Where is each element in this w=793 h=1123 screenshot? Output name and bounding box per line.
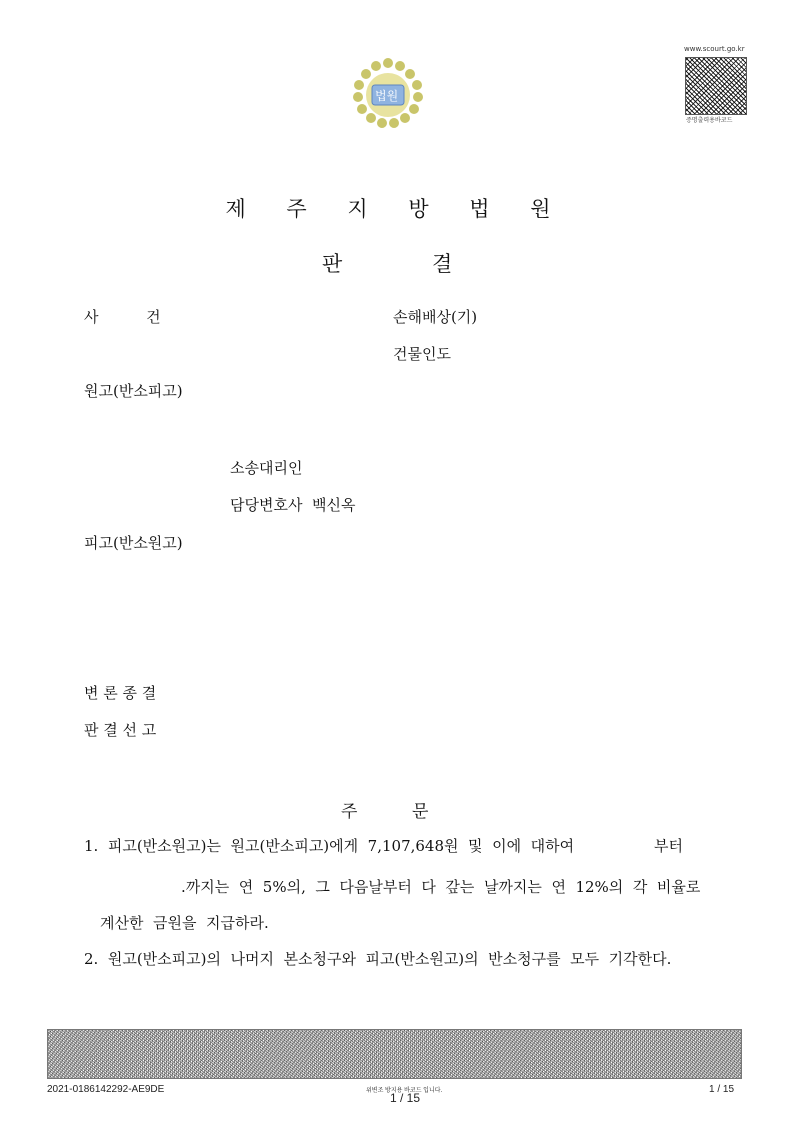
order-item-1-line-1-end: 부터 [654,837,683,855]
case-value-2: 건물인도 [393,345,451,363]
order-title-b: 문 [412,802,429,822]
qr-url: www.scourt.go.kr [684,45,745,53]
order-item-1-line-3: 계산한 금원을 지급하라. [100,914,269,932]
page-number-right: 1 / 15 [709,1084,735,1095]
lawyer-name: 담당변호사 백신옥 [230,496,356,514]
qr-code-icon [685,57,747,115]
barcode-notice: 위변조 방지용 바코드 입니다. [366,1088,443,1094]
court-seal-icon [348,55,428,129]
anti-forgery-barcode [47,1029,742,1079]
defendant-label: 피고(반소원고) [84,534,183,552]
qr-label: 증명출력용바코드 [686,117,733,124]
court-name: 제 주 지 방 법 원 [225,197,568,221]
seal-text: 법원 [375,89,399,103]
order-item-1-line-2: .까지는 연 5%의, 그 다음날부터 다 갚는 날까지는 연 12%의 각 비율로 [181,878,701,896]
judgment-date-label: 판 결 선 고 [84,721,157,739]
page-number-center: 1 / 15 [390,1091,421,1105]
document-id: 2021-0186142292-AE9DE [47,1084,165,1095]
order-title-a: 주 [341,802,358,822]
order-item-1-line-1: 1. 피고(반소원고)는 원고(반소피고)에게 7,107,648원 및 이에 대하여 [84,837,575,855]
plaintiff-label: 원고(반소피고) [84,382,183,400]
order-item-2: 2. 원고(반소피고)의 나머지 본소청구와 피고(반소원고)의 반소청구를 모두 기각한다. [84,950,672,968]
case-label: 사 건 [84,308,161,326]
agent-label: 소송대리인 [230,459,303,477]
judgment-title-b: 결 [432,252,453,276]
argument-closed-label: 변 론 종 결 [84,684,157,702]
judgment-title-a: 판 [322,252,343,276]
case-value-1: 손해배상(기) [393,308,478,326]
